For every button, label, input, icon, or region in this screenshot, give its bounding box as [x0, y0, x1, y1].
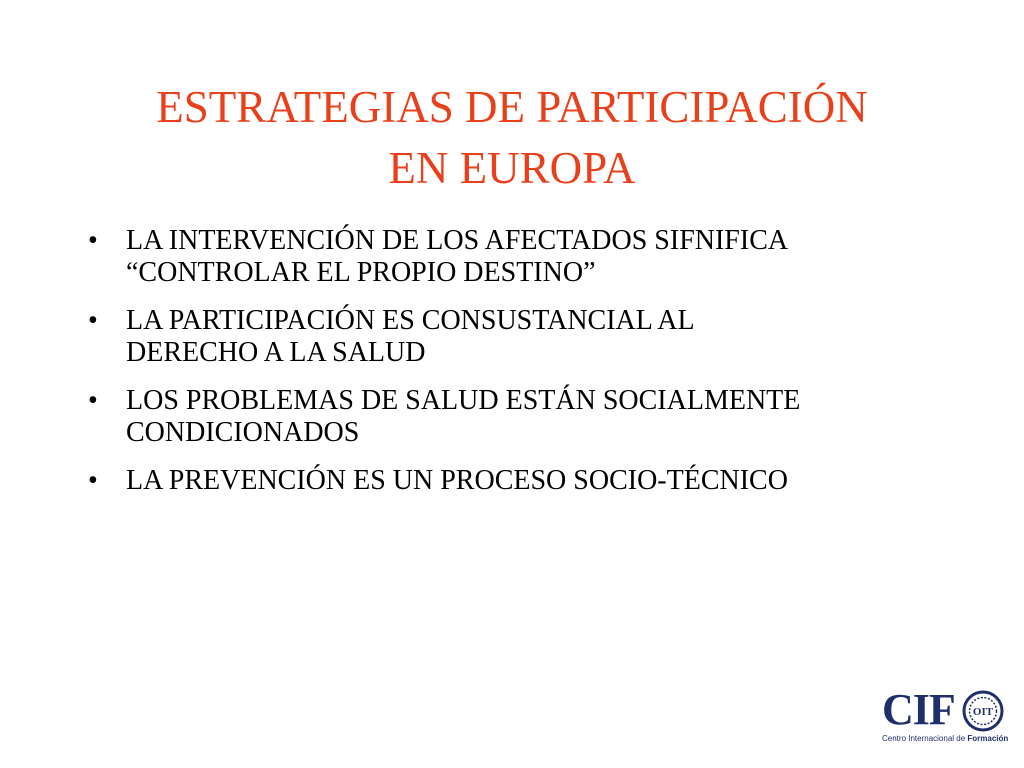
bullet-item — [88, 465, 968, 497]
bullet-text: LA INTERVENCIÓN DE LOS AFECTADOS SIFNIFICA “CONTROLAR EL PROPIO DESTINO” — [126, 225, 789, 288]
bullet-text: LA PARTICIPACIÓN ES CONSUSTANCIAL AL DERECHO A LA SALUD — [126, 305, 695, 368]
bullet-text: LA PREVENCIÓN ES UN PROCESO SOCIO-TÉCNICO — [126, 465, 788, 496]
logo-caption-bold: Formación — [967, 734, 1009, 743]
bullet-marker: • — [88, 465, 98, 496]
bullet-marker: • — [88, 225, 98, 256]
logo-caption — [882, 734, 1008, 744]
slide-title-line-2: EN EUROPA — [388, 143, 636, 193]
emblem-text: OIT — [972, 706, 994, 718]
slide-title-line-1: ESTRATEGIAS DE PARTICIPACIÓN — [156, 82, 868, 132]
bullet-item — [88, 225, 968, 289]
bullet-item — [88, 305, 968, 369]
logo-caption-regular: Centro Internacional de — [882, 734, 968, 743]
logo-wordmark: CIF — [882, 685, 955, 734]
bullet-marker: • — [88, 385, 98, 416]
oit-emblem-icon — [962, 690, 1004, 732]
bullet-list — [88, 225, 968, 513]
bullet-item — [88, 385, 968, 449]
cif-logo — [882, 685, 1009, 748]
bullet-text: LOS PROBLEMAS DE SALUD ESTÁN SOCIALMENTE CONDICIONADOS — [126, 385, 801, 448]
bullet-marker: • — [88, 305, 98, 336]
